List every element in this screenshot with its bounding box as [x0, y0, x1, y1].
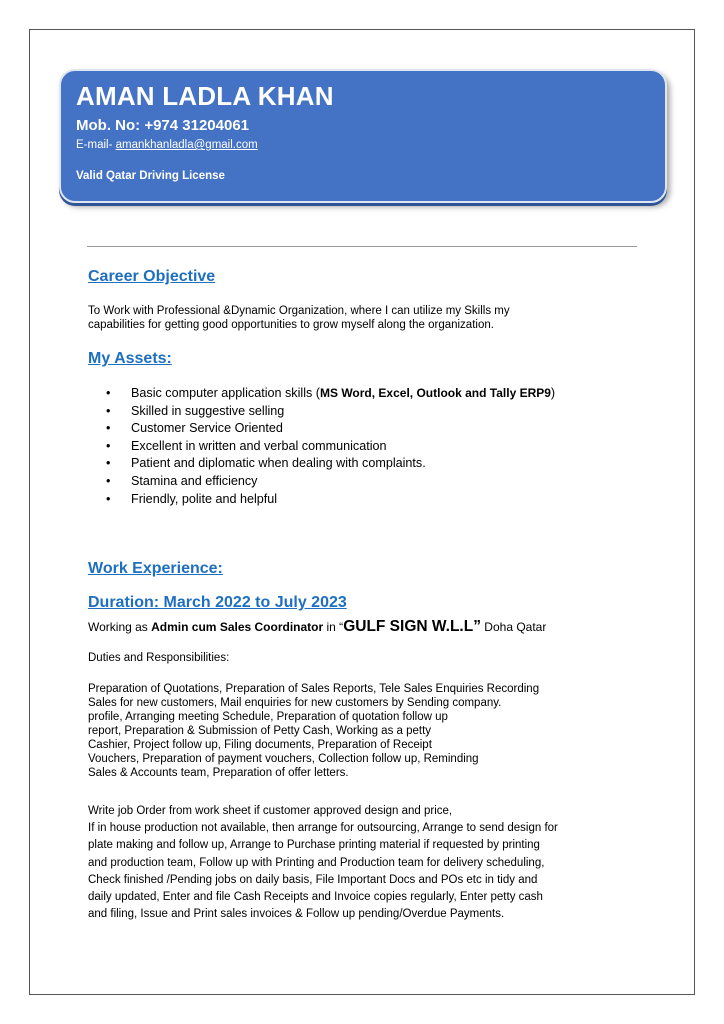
company-name: GULF SIGN W.L.L” [343, 618, 481, 635]
mobile-number: Mob. No: +974 31204061 [76, 117, 250, 134]
duty-line: plate making and follow up, Arrange to Purchase printing material if requested by printing [88, 839, 540, 852]
working-as-line: Working as Admin cum Sales Coordinator in “GULF SIGN W.L.L” Doha Qatar [88, 618, 547, 635]
list-item: • Skilled in suggestive selling [131, 403, 555, 421]
list-item: • Patient and diplomatic when dealing with complaints. [131, 455, 555, 473]
divider [87, 246, 637, 247]
duty-line: profile, Arranging meeting Schedule, Preparation of quotation follow up [88, 711, 448, 723]
duties-heading: Duties and Responsibilities: [88, 652, 230, 664]
objective-line: capabilities for getting good opportunities to grow myself along the organization. [88, 319, 494, 331]
duration-heading: Duration: March 2022 to July 2023 [88, 594, 347, 611]
duties-paragraph-1 [88, 682, 648, 780]
duty-line: report, Preparation & Submission of Petty Cash, Working as a petty [88, 725, 432, 737]
driving-license: Valid Qatar Driving License [76, 170, 225, 182]
list-item: • Basic computer application skills (MS Word, Excel, Outlook and Tally ERP9) [131, 385, 555, 403]
objective-line: To Work with Professional &Dynamic Organization, where I can utilize my Skills my [88, 305, 510, 317]
duty-line: Sales & Accounts team, Preparation of offer letters. [88, 767, 349, 779]
list-item: • Stamina and efficiency [131, 473, 555, 491]
assets-list [88, 385, 555, 508]
role: Admin cum Sales Coordinator [151, 620, 324, 634]
duty-line: Sales for new customers, Mail enquiries for new customers by Sending company. [88, 697, 502, 709]
duty-line: and filing, Issue and Print sales invoices & Follow up pending/Overdue Payments. [88, 908, 505, 921]
duty-line: Preparation of Quotations, Preparation of Sales Reports, Tele Sales Enquiries Recording [88, 683, 540, 695]
duty-line: Cashier, Project follow up, Filing documents, Preparation of Receipt [88, 739, 432, 751]
duty-line: Check finished /Pending jobs on daily basis, File Important Docs and POs etc in tidy and [88, 873, 538, 886]
duty-line: Vouchers, Preparation of payment vouchers, Collection follow up, Reminding [88, 753, 479, 765]
email-line [76, 139, 258, 151]
list-item: • Customer Service Oriented [131, 420, 555, 438]
list-item: • Excellent in written and verbal communication [131, 438, 555, 456]
career-objective-text [88, 304, 648, 332]
email-link[interactable]: amankhanladla@gmail.com [115, 139, 258, 151]
duty-line: Write job Order from work sheet if customer approved design and price, [88, 805, 453, 817]
duty-line: daily updated, Enter and file Cash Receipts and Invoice copies regularly, Enter petty cash [88, 891, 543, 904]
duties-paragraph-2 [88, 803, 648, 923]
duty-line: and production team, Follow up with Printing and Production team for delivery scheduling, [88, 856, 545, 869]
candidate-name: AMAN LADLA KHAN [76, 81, 334, 111]
email-prefix: E-mail- [76, 139, 116, 151]
duty-line: If in house production not available, then arrange for outsourcing, Arrange to send design for [88, 822, 558, 835]
career-objective-heading: Career Objective [88, 268, 216, 285]
assets-heading: My Assets: [88, 350, 172, 367]
list-item: • Friendly, polite and helpful [131, 491, 555, 509]
work-experience-heading: Work Experience: [88, 560, 223, 577]
